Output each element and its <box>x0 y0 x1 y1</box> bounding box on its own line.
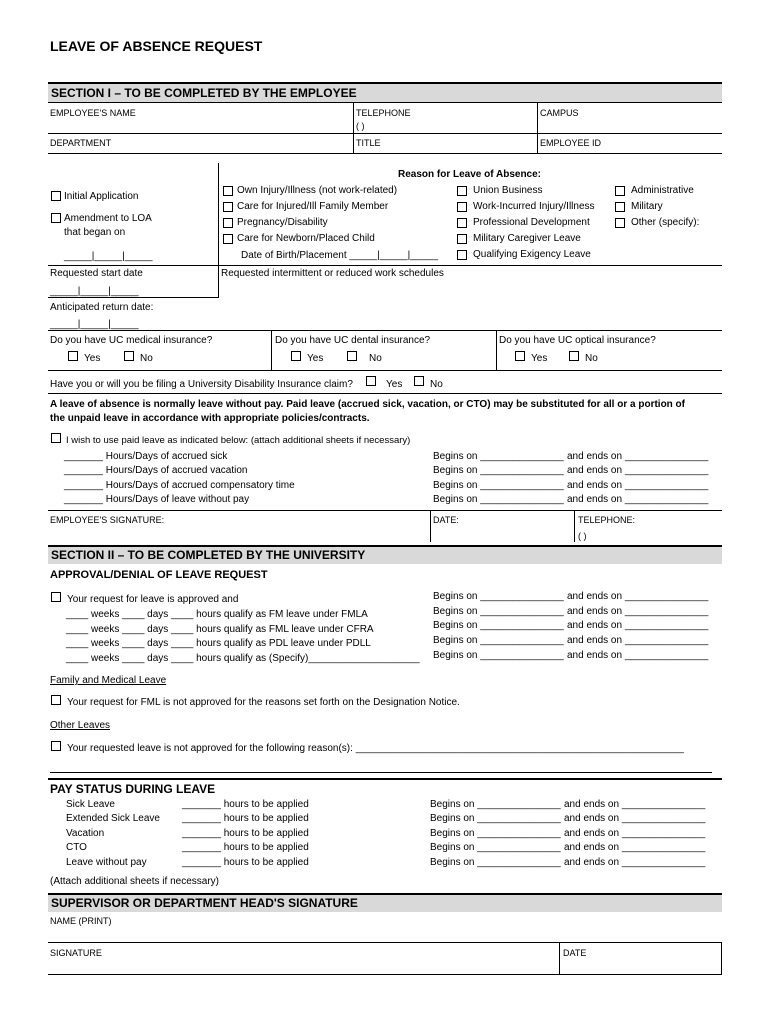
form-title: LEAVE OF ABSENCE REQUEST <box>50 38 263 54</box>
reason-family-member: Care for Injured/Ill Family Member <box>237 201 389 212</box>
paid-vacation-row[interactable] <box>64 465 247 476</box>
reason-professional-dev: Professional Development <box>473 217 590 228</box>
employee-signature-label: EMPLOYEE'S SIGNATURE: <box>50 515 165 525</box>
pay-extended-sick-label: Extended Sick Leave <box>66 813 160 824</box>
pay-ends-3[interactable]: and ends on _______________ <box>564 828 706 839</box>
other-leaves-heading: Other Leaves <box>50 720 111 731</box>
optical-no-checkbox[interactable] <box>569 351 579 361</box>
pay-cto-label: CTO <box>66 842 87 853</box>
pay-sick-label: Sick Leave <box>66 799 115 810</box>
reason-exigency-checkbox[interactable] <box>457 250 467 260</box>
requested-start-label: Requested start date <box>50 268 143 279</box>
amendment-label: Amendment to LOA <box>64 213 152 224</box>
department-label: DEPARTMENT <box>50 138 112 148</box>
pay-begins-4[interactable]: Begins on _______________ <box>430 842 561 853</box>
title-label: TITLE <box>356 138 381 148</box>
approval-begins-5[interactable]: Begins on _______________ <box>433 650 564 661</box>
employee-signature-field[interactable] <box>50 526 425 540</box>
pay-sick-hours[interactable]: _______ hours to be applied <box>182 799 309 810</box>
medical-yes-checkbox[interactable] <box>68 351 78 361</box>
disability-no-checkbox[interactable] <box>414 376 424 386</box>
medical-yes-label: Yes <box>84 353 101 364</box>
reason-own-illness: Own Injury/Illness (not work-related) <box>237 185 398 196</box>
telephone-label: TELEPHONE <box>356 108 411 118</box>
paid-ends-4[interactable]: and ends on _______________ <box>567 494 709 505</box>
employee-id-label: EMPLOYEE ID <box>540 138 602 148</box>
return-date-blank[interactable]: _____|_____|_____ <box>50 319 139 330</box>
paid-begins-2[interactable]: Begins on _______________ <box>433 465 564 476</box>
paid-vacation-label: Hours/Days of accrued vacation <box>105 465 248 476</box>
paid-leave-label: I wish to use paid leave as indicated below: (attach additional sheets if necessary) <box>66 435 411 446</box>
supervisor-name-label: NAME (PRINT) <box>50 916 112 926</box>
pay-ends-2[interactable]: and ends on _______________ <box>564 813 706 824</box>
reason-exigency: Qualifying Exigency Leave <box>473 249 591 260</box>
pay-begins-2[interactable]: Begins on _______________ <box>430 813 561 824</box>
pay-extended-sick-hours[interactable]: _______ hours to be applied <box>182 813 309 824</box>
reason-work-injury: Work-Incurred Injury/Illness <box>473 201 595 212</box>
approval-denial-heading: APPROVAL/DENIAL OF LEAVE REQUEST <box>50 569 268 581</box>
supervisor-date-label: DATE <box>563 948 587 958</box>
paid-comp-blank: _______ <box>64 480 103 491</box>
disability-no-label: No <box>430 379 443 390</box>
medical-insurance-question: Do you have UC medical insurance? <box>50 335 213 346</box>
paid-begins-3[interactable]: Begins on _______________ <box>433 480 564 491</box>
qualify-specify-line[interactable]: ____ weeks ____ days ____ hours qualify as (Specify)____________________ <box>66 653 420 664</box>
reason-other: Other (specify): <box>631 217 700 228</box>
fml-heading: Family and Medical Leave <box>50 675 167 686</box>
pay-cto-hours[interactable]: _______ hours to be applied <box>182 842 309 853</box>
medical-no-label: No <box>140 353 153 364</box>
leave-approved-checkbox[interactable] <box>51 592 61 602</box>
amendment-label-2: that began on <box>64 227 126 238</box>
approval-ends-2[interactable]: and ends on _______________ <box>567 606 709 617</box>
paid-vacation-blank: _______ <box>64 465 103 476</box>
attach-note: (Attach additional sheets if necessary) <box>50 876 219 887</box>
pay-vacation-label: Vacation <box>66 828 105 839</box>
reason-military-caregiver-checkbox[interactable] <box>457 234 467 244</box>
optical-yes-label: Yes <box>531 353 548 364</box>
approval-begins-2[interactable]: Begins on _______________ <box>433 606 564 617</box>
paid-sick-blank: _______ <box>64 451 103 462</box>
paid-ends-2[interactable]: and ends on _______________ <box>567 465 709 476</box>
approval-ends-5[interactable]: and ends on _______________ <box>567 650 709 661</box>
requested-intermittent-label: Requested intermittent or reduced work schedules <box>221 268 444 279</box>
approval-begins-1[interactable]: Begins on _______________ <box>433 591 564 602</box>
telephone-parens: ( ) <box>356 121 365 131</box>
employee-name-label: EMPLOYEE'S NAME <box>50 108 136 118</box>
dental-yes-checkbox[interactable] <box>291 351 301 361</box>
paid-comp-label: Hours/Days of accrued compensatory time <box>105 480 295 491</box>
reason-military-caregiver: Military Caregiver Leave <box>473 233 581 244</box>
dental-yes-label: Yes <box>307 353 324 364</box>
employee-name-field[interactable] <box>50 118 350 132</box>
leave-notice-line1: A leave of absence is normally leave without pay. Paid leave (accrued sick, vacation, or CTO) may be substituted for all or a portion of <box>50 399 685 410</box>
reason-administrative-checkbox[interactable] <box>615 186 625 196</box>
paid-lwop-label: Hours/Days of leave without pay <box>105 494 250 505</box>
leave-approved-label: Your request for leave is approved and <box>67 594 239 605</box>
paid-leave-checkbox[interactable] <box>51 433 61 443</box>
fml-denied-label: Your request for FML is not approved for the reasons set forth on the Designation Notice. <box>67 697 460 708</box>
supervisor-name-field[interactable] <box>50 926 720 940</box>
paid-comp-row[interactable] <box>64 480 295 491</box>
reason-pregnancy: Pregnancy/Disability <box>237 217 328 228</box>
reason-union-checkbox[interactable] <box>457 186 467 196</box>
section2-heading: SECTION II – TO BE COMPLETED BY THE UNIVERSITY <box>48 545 722 564</box>
supervisor-signature-field[interactable] <box>50 958 555 972</box>
reason-military-checkbox[interactable] <box>615 202 625 212</box>
employee-date-label: DATE: <box>433 515 459 525</box>
qualify-cfra-line[interactable]: ____ weeks ____ days ____ hours qualify as FML leave under CFRA <box>66 624 374 635</box>
reason-work-injury-checkbox[interactable] <box>457 202 467 212</box>
initial-application-checkbox[interactable] <box>51 191 61 201</box>
pay-status-heading: PAY STATUS DURING LEAVE <box>50 782 216 796</box>
pay-lwop-label: Leave without pay <box>66 857 147 868</box>
qualify-pdll-line[interactable]: ____ weeks ____ days ____ hours qualify as PDL leave under PDLL <box>66 638 371 649</box>
pay-ends-4[interactable]: and ends on _______________ <box>564 842 706 853</box>
other-denied-label[interactable]: Your requested leave is not approved for the following reason(s): ___________________________________________________________ <box>67 743 684 754</box>
optical-no-label: No <box>585 353 598 364</box>
reason-blank-line[interactable] <box>50 772 712 773</box>
anticipated-return-label: Anticipated return date: <box>50 302 154 313</box>
reason-administrative: Administrative <box>631 185 694 196</box>
medical-no-checkbox[interactable] <box>124 351 134 361</box>
supervisor-signature-label: SIGNATURE <box>50 948 102 958</box>
approval-ends-4[interactable]: and ends on _______________ <box>567 635 709 646</box>
dental-no-checkbox[interactable] <box>347 351 357 361</box>
dental-no-label: No <box>369 353 382 364</box>
disability-claim-question: Have you or will you be filing a University Disability Insurance claim? <box>50 379 353 390</box>
reason-newborn: Care for Newborn/Placed Child <box>237 233 375 244</box>
reason-other-checkbox[interactable] <box>615 218 625 228</box>
optical-insurance-question: Do you have UC optical insurance? <box>499 335 656 346</box>
disability-yes-label: Yes <box>386 379 403 390</box>
amendment-date-blank[interactable]: _____|_____|_____ <box>64 251 153 262</box>
qualify-fmla-line[interactable]: ____ weeks ____ days ____ hours qualify as FM leave under FMLA <box>66 609 368 620</box>
paid-begins-4[interactable]: Begins on _______________ <box>433 494 564 505</box>
pay-begins-5[interactable]: Begins on _______________ <box>430 857 561 868</box>
optical-yes-checkbox[interactable] <box>515 351 525 361</box>
campus-label: CAMPUS <box>540 108 579 118</box>
dob-placement[interactable]: Date of Birth/Placement _____|_____|_____ <box>241 250 439 261</box>
reason-own-illness-checkbox[interactable] <box>223 186 233 196</box>
disability-yes-checkbox[interactable] <box>366 376 376 386</box>
section1-heading: SECTION I – TO BE COMPLETED BY THE EMPLOYEE <box>48 82 722 102</box>
paid-lwop-blank: _______ <box>64 494 103 505</box>
dental-insurance-question: Do you have UC dental insurance? <box>275 335 431 346</box>
employee-telephone-parens: ( ) <box>578 531 587 541</box>
reason-union: Union Business <box>473 185 543 196</box>
leave-notice-line2: the unpaid leave in accordance with appropriate policies/contracts. <box>50 413 370 424</box>
reason-heading: Reason for Leave of Absence: <box>398 169 542 180</box>
pay-lwop-hours[interactable]: _______ hours to be applied <box>182 857 309 868</box>
initial-application-label: Initial Application <box>64 191 139 202</box>
paid-sick-row[interactable] <box>64 451 227 462</box>
reason-professional-dev-checkbox[interactable] <box>457 218 467 228</box>
pay-begins-3[interactable]: Begins on _______________ <box>430 828 561 839</box>
pay-vacation-hours[interactable]: _______ hours to be applied <box>182 828 309 839</box>
approval-begins-4[interactable]: Begins on _______________ <box>433 635 564 646</box>
pay-begins-1[interactable]: Begins on _______________ <box>430 799 561 810</box>
paid-begins-1[interactable]: Begins on _______________ <box>433 451 564 462</box>
paid-ends-3[interactable]: and ends on _______________ <box>567 480 709 491</box>
reason-pregnancy-checkbox[interactable] <box>223 218 233 228</box>
approval-begins-3[interactable]: Begins on _______________ <box>433 620 564 631</box>
approval-ends-3[interactable]: and ends on _______________ <box>567 620 709 631</box>
amendment-checkbox[interactable] <box>51 213 61 223</box>
employee-telephone-label: TELEPHONE: <box>578 515 636 525</box>
pay-ends-5[interactable]: and ends on _______________ <box>564 857 706 868</box>
fml-denied-checkbox[interactable] <box>51 695 61 705</box>
reason-family-member-checkbox[interactable] <box>223 202 233 212</box>
start-date-blank[interactable]: _____|_____|_____ <box>50 286 139 297</box>
paid-sick-label: Hours/Days of accrued sick <box>105 451 228 462</box>
pay-ends-1[interactable]: and ends on _______________ <box>564 799 706 810</box>
supervisor-heading: SUPERVISOR OR DEPARTMENT HEAD'S SIGNATURE <box>48 893 722 912</box>
reason-newborn-checkbox[interactable] <box>223 234 233 244</box>
paid-lwop-row[interactable] <box>64 494 249 505</box>
paid-ends-1[interactable]: and ends on _______________ <box>567 451 709 462</box>
campus-field[interactable] <box>540 118 720 132</box>
reason-military: Military <box>631 201 663 212</box>
other-denied-checkbox[interactable] <box>51 741 61 751</box>
approval-ends-1[interactable]: and ends on _______________ <box>567 591 709 602</box>
